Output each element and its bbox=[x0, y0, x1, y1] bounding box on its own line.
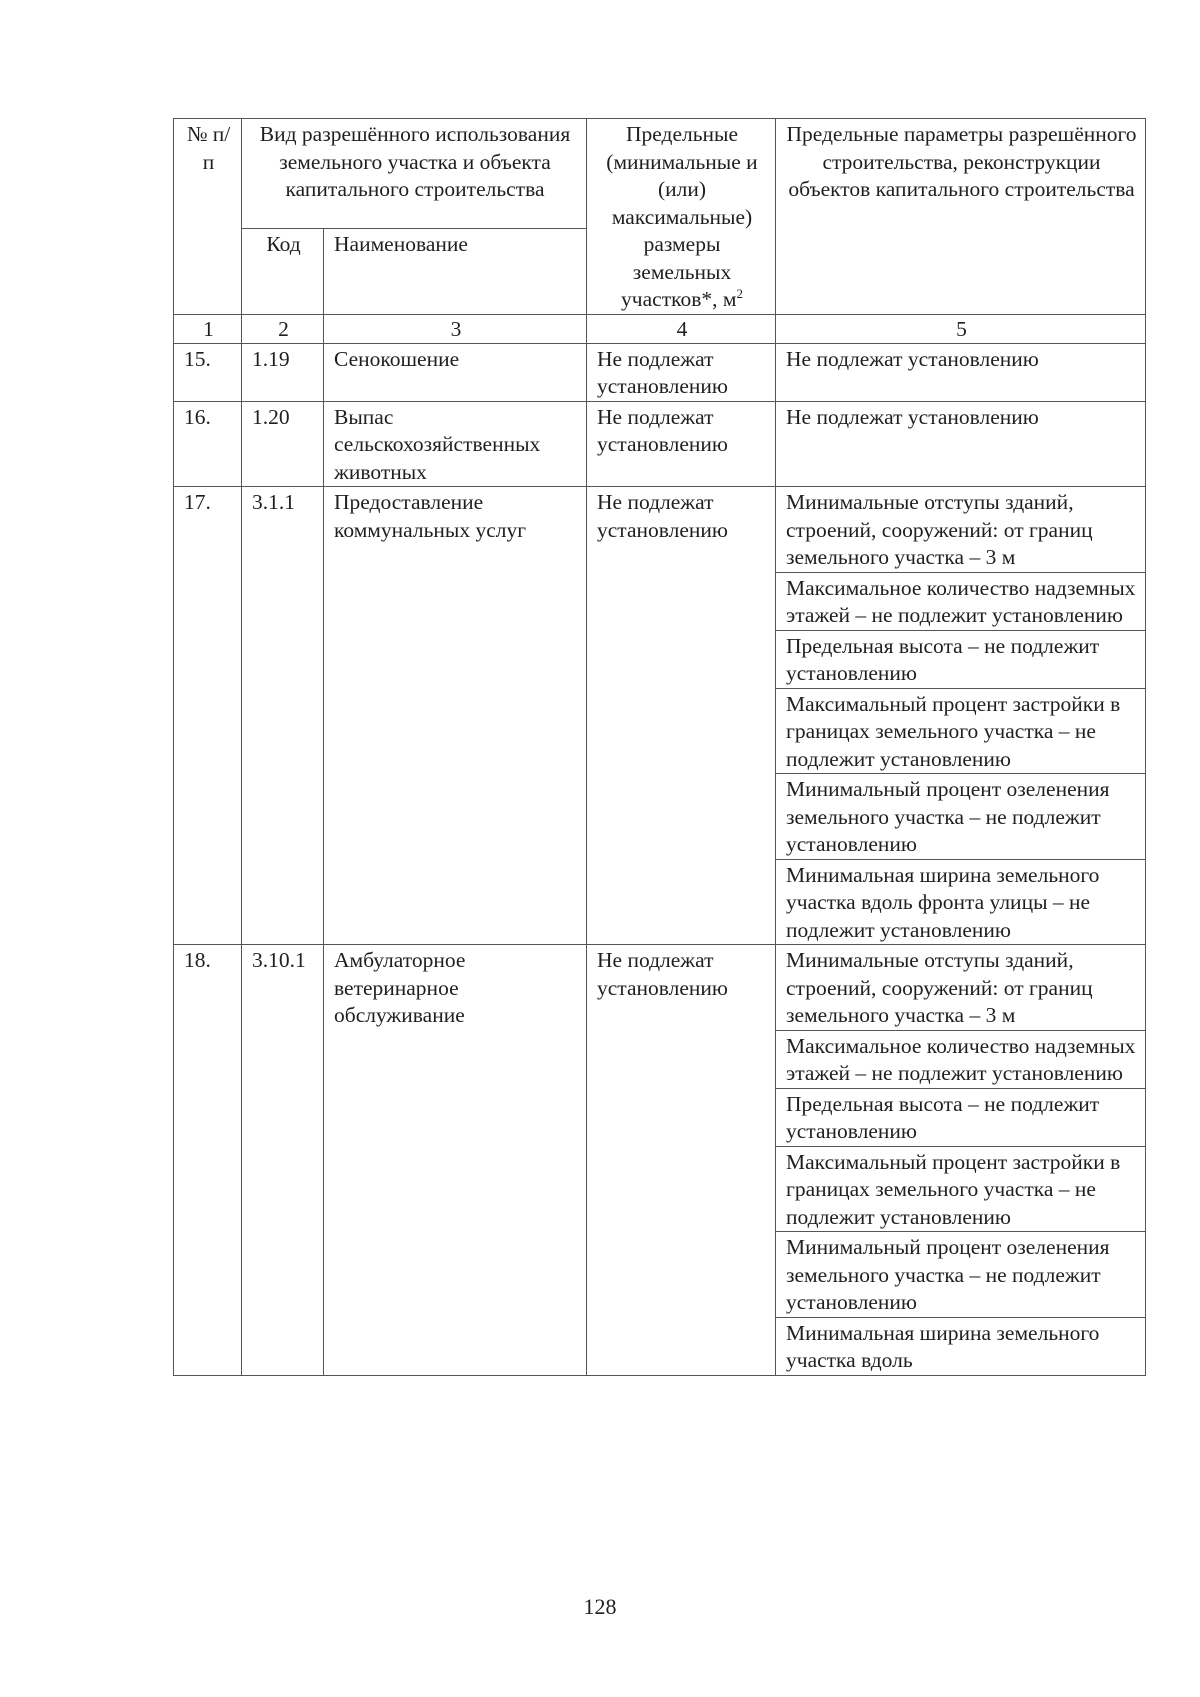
header-code: Код bbox=[242, 229, 324, 314]
column-number: 5 bbox=[776, 314, 1146, 343]
cell-param: Максимальное количество надземных этажей – не подлежит установлению bbox=[776, 572, 1146, 630]
cell-sizes: Не подлежат установлению bbox=[587, 487, 776, 945]
header-sizes-superscript: 2 bbox=[736, 285, 743, 301]
cell-param: Максимальный процент застройки в границах земельного участка – не подлежит установлению bbox=[776, 1146, 1146, 1232]
cell-code: 1.20 bbox=[242, 401, 324, 487]
header-params: Предельные параметры разрешённого строительства, реконструкции объектов капитального строительства bbox=[776, 119, 1146, 315]
table-row bbox=[174, 945, 1146, 1031]
cell-name: Амбулаторное ветеринарное обслуживание bbox=[324, 945, 587, 1376]
cell-param: Предельная высота – не подлежит установлению bbox=[776, 1088, 1146, 1146]
column-number: 3 bbox=[324, 314, 587, 343]
cell-code: 3.10.1 bbox=[242, 945, 324, 1376]
cell-num: 17. bbox=[174, 487, 242, 945]
cell-sizes: Не подлежат установлению bbox=[587, 401, 776, 487]
cell-num: 16. bbox=[174, 401, 242, 487]
cell-sizes: Не подлежат установлению bbox=[587, 945, 776, 1376]
table-row bbox=[174, 487, 1146, 573]
cell-sizes: Не подлежат установлению bbox=[587, 343, 776, 401]
cell-name: Выпас сельскохозяйственных животных bbox=[324, 401, 587, 487]
cell-code: 3.1.1 bbox=[242, 487, 324, 945]
cell-param: Не подлежат установлению bbox=[776, 401, 1146, 487]
cell-num: 15. bbox=[174, 343, 242, 401]
cell-param: Минимальный процент озеленения земельного участка – не подлежит установлению bbox=[776, 1232, 1146, 1318]
table-row bbox=[174, 343, 1146, 401]
cell-num: 18. bbox=[174, 945, 242, 1376]
header-sizes-text: Предельные (минимальные и (или) максимальные) размеры земельных участков*, м bbox=[606, 122, 758, 311]
header-vri-group: Вид разрешённого использования земельного участка и объекта капитального строительства bbox=[242, 119, 587, 229]
cell-param: Максимальный процент застройки в границах земельного участка – не подлежит установлению bbox=[776, 688, 1146, 774]
land-use-table bbox=[173, 118, 1146, 1376]
page-number: 128 bbox=[583, 1594, 617, 1619]
cell-param: Минимальные отступы зданий, строений, сооружений: от границ земельного участка – 3 м bbox=[776, 487, 1146, 573]
cell-param: Минимальная ширина земельного участка вдоль фронта улицы – не подлежит установлению bbox=[776, 859, 1146, 945]
header-row bbox=[174, 119, 1146, 229]
cell-param: Не подлежат установлению bbox=[776, 343, 1146, 401]
cell-param: Минимальные отступы зданий, строений, сооружений: от границ земельного участка – 3 м bbox=[776, 945, 1146, 1031]
cell-param: Предельная высота – не подлежит установлению bbox=[776, 630, 1146, 688]
column-number: 2 bbox=[242, 314, 324, 343]
column-number: 1 bbox=[174, 314, 242, 343]
cell-name: Сенокошение bbox=[324, 343, 587, 401]
cell-param: Минимальный процент озеленения земельного участка – не подлежит установлению bbox=[776, 774, 1146, 860]
cell-param: Максимальное количество надземных этажей – не подлежит установлению bbox=[776, 1030, 1146, 1088]
cell-param: Минимальная ширина земельного участка вдоль bbox=[776, 1317, 1146, 1375]
cell-name: Предоставление коммунальных услуг bbox=[324, 487, 587, 945]
column-number: 4 bbox=[587, 314, 776, 343]
table-body bbox=[174, 119, 1146, 1376]
cell-code: 1.19 bbox=[242, 343, 324, 401]
header-sizes bbox=[587, 119, 776, 315]
table-row bbox=[174, 401, 1146, 487]
header-num: № п/п bbox=[174, 119, 242, 315]
header-name: Наименование bbox=[324, 229, 587, 314]
column-number-row bbox=[174, 314, 1146, 343]
